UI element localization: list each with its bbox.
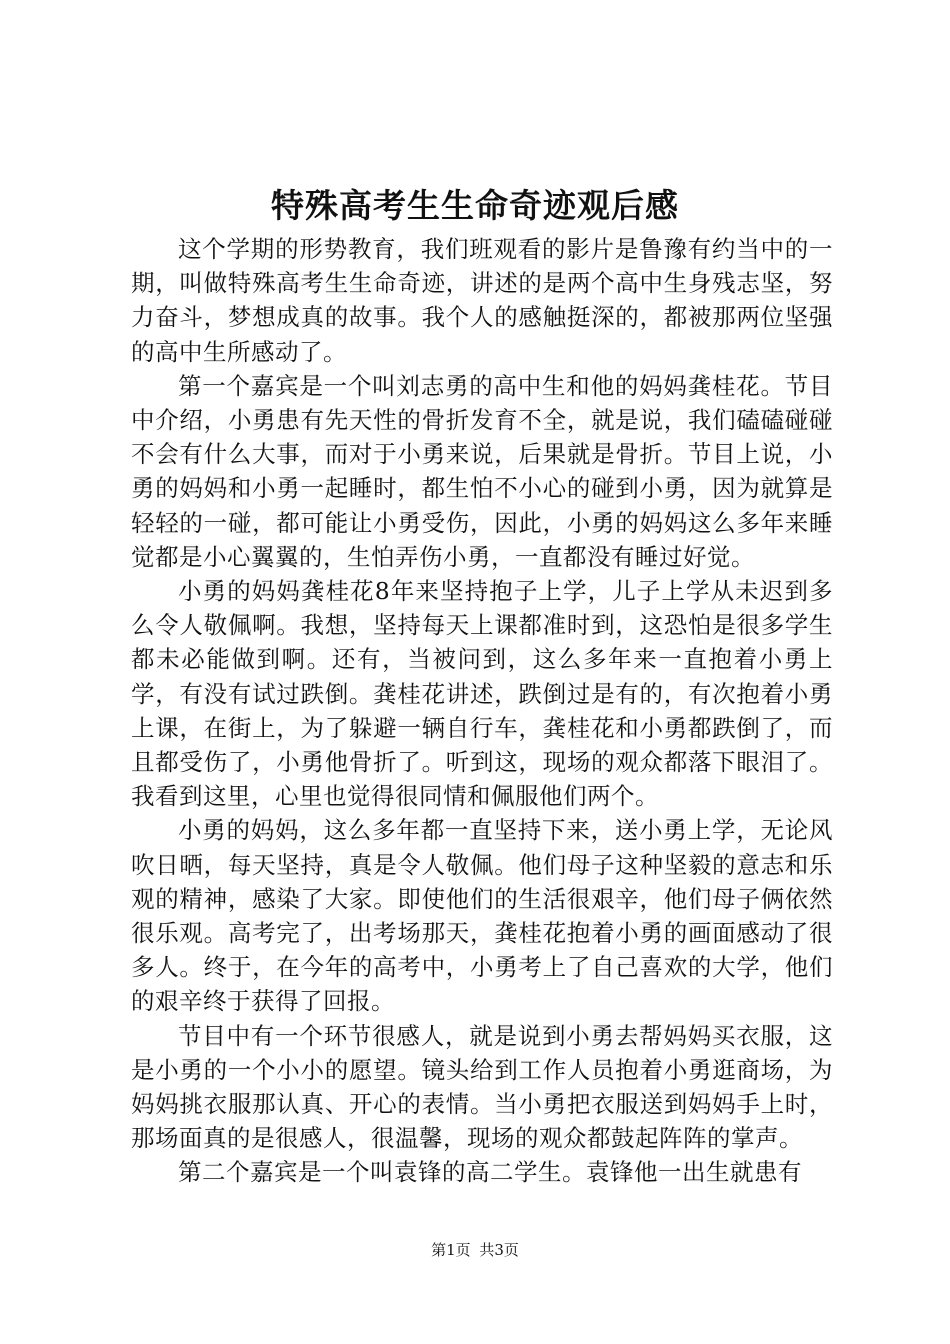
page-number: 第1页 [431, 1241, 471, 1259]
document-title: 特殊高考生生命奇迹观后感 [271, 186, 679, 225]
paragraph: 节目中有一个环节很感人，就是说到小勇去帮妈妈买衣服，这是小勇的一个小小的愿望。镜头给到工作人员抱着小勇逛商场，为妈妈挑衣服那认真、开心的表情。当小勇把衣服送到妈妈手上时，那场面真的是很感人，很温馨，现场的观众都鼓起阵阵的掌声。 [131, 1021, 833, 1153]
document-body [131, 232, 833, 1190]
paragraph: 这个学期的形势教育，我们班观看的影片是鲁豫有约当中的一期，叫做特殊高考生生命奇迹，讲述的是两个高中生身残志坚，努力奋斗，梦想成真的故事。我个人的感触挺深的，都被那两位坚强的高中生所感动了。 [131, 235, 833, 366]
paragraph: 第一个嘉宾是一个叫刘志勇的高中生和他的妈妈龚桂花。节目中介绍，小勇患有先天性的骨折发育不全，就是说，我们磕磕碰碰不会有什么大事，而对于小勇来说，后果就是骨折。节目上说，小勇的妈妈和小勇一起睡时，都生怕不小心的碰到小勇，因为就算是轻轻的一碰，都可能让小勇受伤，因此，小勇的妈妈这么多年来睡觉都是小心翼翼的，生怕弄伤小勇，一直都没有睡过好觉。 [131, 371, 833, 571]
page-footer [0, 1240, 950, 1260]
paragraph: 第二个嘉宾是一个叫袁锋的高二学生。袁锋他一出生就患有 [178, 1158, 802, 1187]
paragraph: 小勇的妈妈龚桂花8年来坚持抱子上学，儿子上学从未迟到多么令人敬佩啊。我想，坚持每天上课都准时到，这恐怕是很多学生都未必能做到啊。还有，当被问到，这么多年来一直抱着小勇上学，有没有试过跌倒。龚桂花讲述，跌倒过是有的，有次抱着小勇上课，在街上，为了躲避一辆自行车，龚桂花和小勇都跌倒了，而且都受伤了，小勇他骨折了。听到这，现场的观众都落下眼泪了。我看到这里，心里也觉得很同情和佩服他们两个。 [131, 577, 833, 811]
paragraph: 小勇的妈妈，这么多年都一直坚持下来，送小勇上学，无论风吹日晒，每天坚持，真是令人敬佩。他们母子这种坚毅的意志和乐观的精神，感染了大家。即使他们的生活很艰辛，他们母子俩依然很乐观。高考完了，出考场那天，龚桂花抱着小勇的画面感动了很多人。终于，在今年的高考中，小勇考上了自己喜欢的大学，他们的艰辛终于获得了回报。 [131, 816, 833, 1016]
page-total: 共3页 [479, 1241, 519, 1259]
